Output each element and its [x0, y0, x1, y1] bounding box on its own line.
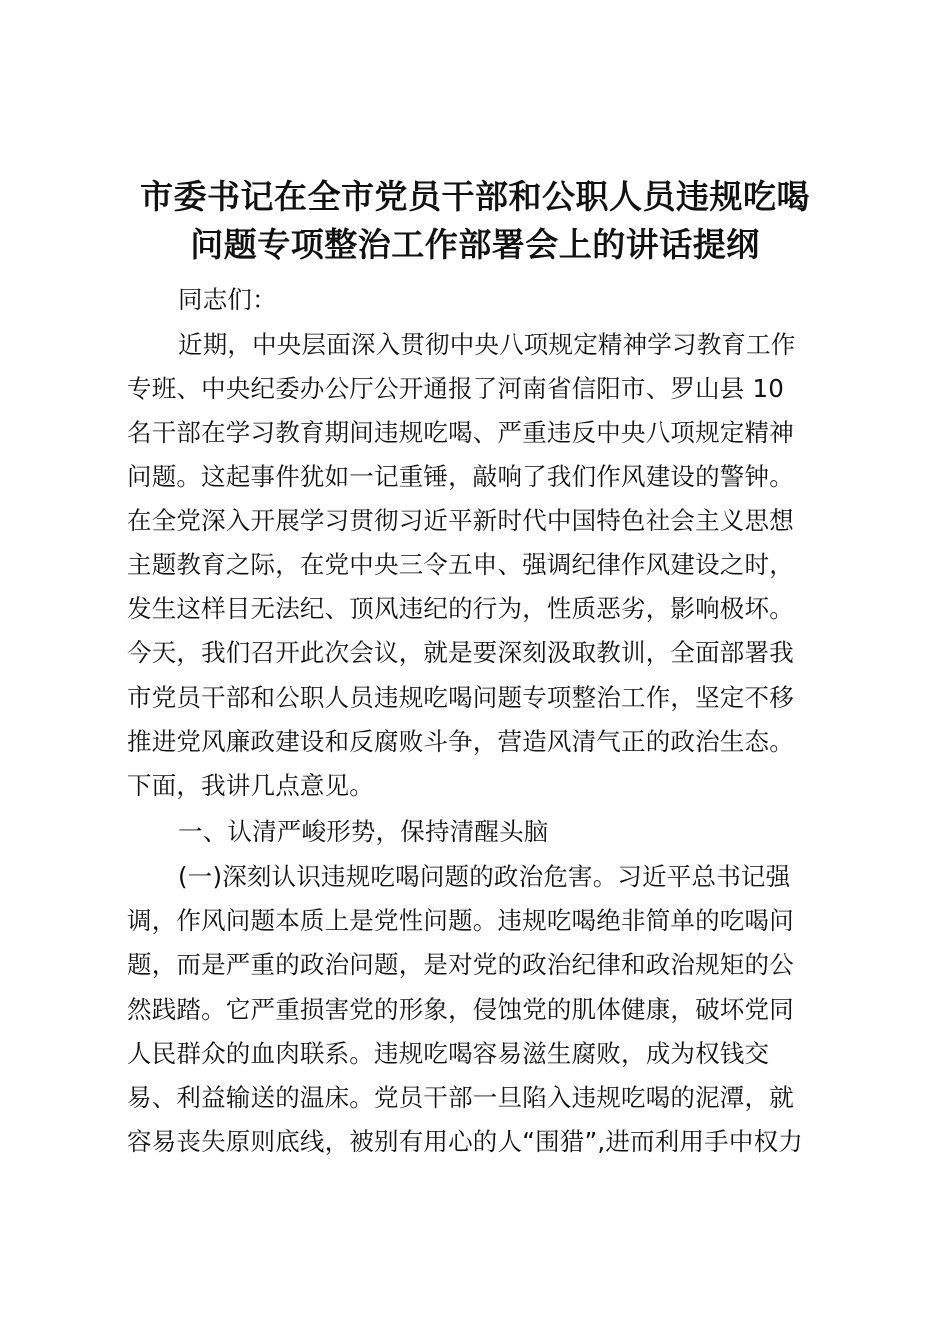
- paragraph-line: 推进党风廉政建设和反腐败斗争，营造风清气正的政治生态。: [127, 727, 794, 756]
- paragraph-line: 易、利益输送的温床。党员干部一旦陷入违规吃喝的泥潭，就: [127, 1083, 794, 1112]
- salutation: 同志们：: [178, 285, 277, 314]
- paragraph-line: 然践踏。它严重损害党的形象，侵蚀党的肌体健康，破坏党同: [127, 995, 794, 1024]
- paragraph-line: 容易丧失原则底线，被别有用心的人“围猎”,进而利用手中权力: [127, 1127, 803, 1156]
- title-line-1: 市委书记在全市党员干部和公职人员违规吃喝: [140, 177, 810, 216]
- paragraph-line: 在全党深入开展学习贯彻习近平新时代中国特色社会主义思想: [127, 506, 794, 535]
- section-heading: 一、认清严峻形势，保持清醒头脑: [178, 817, 549, 846]
- paragraph-line: 名干部在学习教育期间违规吃喝、严重违反中央八项规定精神: [127, 418, 794, 447]
- document-title: [100, 173, 850, 269]
- title-line-2: 问题专项整治工作部署会上的讲话提纲: [190, 225, 760, 264]
- paragraph-line: 主题教育之际，在党中央三令五申、强调纪律作风建设之时，: [127, 550, 794, 579]
- paragraph-line: 市党员干部和公职人员违规吃喝问题专项整治工作，坚定不移: [127, 683, 794, 712]
- paragraph-line: 专班、中央纪委办公厅公开通报了河南省信阳市、罗山县 10: [127, 374, 785, 403]
- paragraph-line: 下面，我讲几点意见。: [127, 771, 374, 800]
- paragraph-line: 题，而是严重的政治问题，是对党的政治纪律和政治规矩的公: [127, 950, 794, 979]
- paragraph-line: 问题。这起事件犹如一记重锤，敲响了我们作风建设的警钟。: [127, 462, 794, 491]
- paragraph-line: 发生这样目无法纪、顶风违纪的行为，性质恶劣，影响极坏。: [127, 594, 794, 623]
- paragraph-line: 人民群众的血肉联系。违规吃喝容易滋生腐败，成为权钱交: [127, 1039, 770, 1068]
- paragraph-line: (一)深刻认识违规吃喝问题的政治危害。习近平总书记强: [178, 862, 791, 891]
- paragraph-line: 今天，我们召开此次会议，就是要深刻汲取教训，全面部署我: [127, 638, 794, 667]
- paragraph-line: 近期，中央层面深入贯彻中央八项规定精神学习教育工作: [178, 330, 796, 359]
- paragraph-line: 调，作风问题本质上是党性问题。违规吃喝绝非简单的吃喝问: [127, 906, 794, 935]
